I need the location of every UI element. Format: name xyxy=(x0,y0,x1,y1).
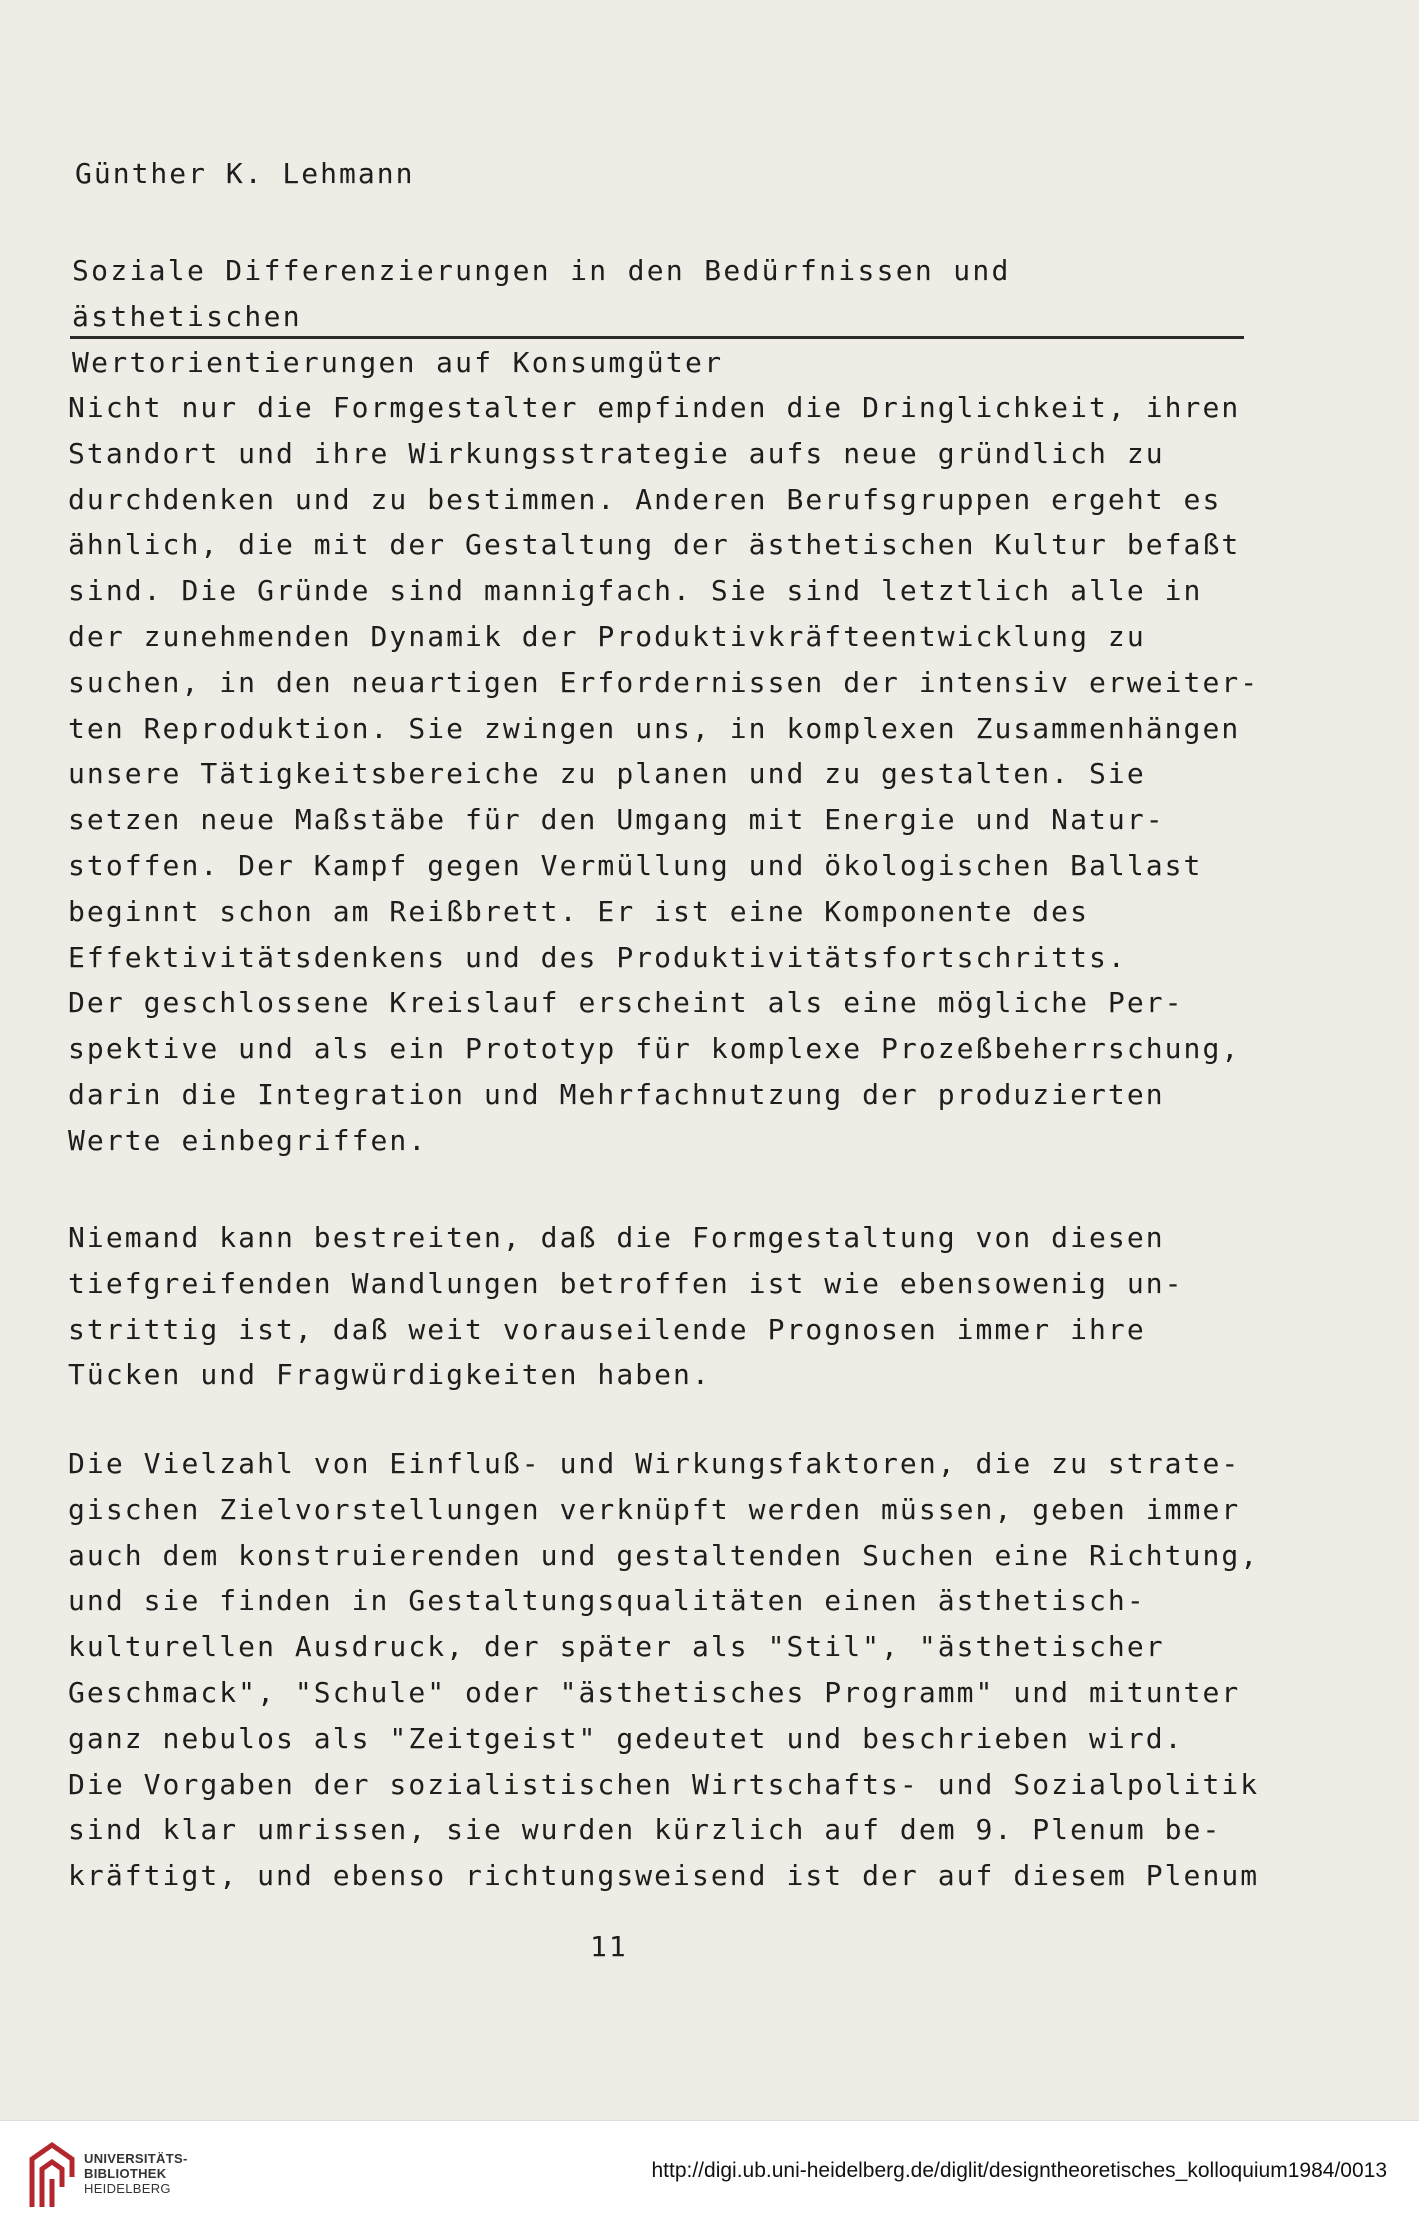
text-line: ganz nebulos als "Zeitgeist" gedeutet und beschrieben wird. xyxy=(68,1721,1184,1755)
text-line: strittig ist, daß weit vorauseilende Prognosen immer ihre xyxy=(68,1312,1146,1346)
title-line: Wertorientierungen auf Konsumgüter xyxy=(72,346,724,379)
text-line: Niemand kann bestreiten, daß die Formgestaltung von diesen xyxy=(68,1221,1165,1254)
text-line: suchen, in den neuartigen Erfordernissen der intensiv erweiter- xyxy=(68,665,1260,699)
text-line: beginnt schon am Reißbrett. Er ist eine Komponente des xyxy=(68,894,1090,928)
text-line: kräftigt, und ebenso richtungsweisend ist der auf diesem Plenum xyxy=(68,1859,1260,1893)
paragraph-1 xyxy=(68,385,1268,1164)
paragraph-3 xyxy=(68,1441,1268,1899)
text-line: ähnlich, die mit der Gestaltung der ästhetischen Kultur befaßt xyxy=(68,528,1241,562)
document-title xyxy=(72,248,1242,386)
library-name-line: HEIDELBERG xyxy=(84,2181,171,2196)
text-line: Geschmack", "Schule" oder "ästhetisches Programm" und mitunter xyxy=(68,1675,1241,1709)
text-line: Werte einbegriffen. xyxy=(68,1123,428,1157)
title-line: Soziale Differenzierungen in den Bedürfnissen und ästhetischen xyxy=(72,254,1011,333)
text-line: durchdenken und zu bestimmen. Anderen Berufsgruppen ergeht es xyxy=(68,482,1222,516)
library-logo-icon xyxy=(22,2137,80,2211)
text-line: setzen neue Maßstäbe für den Umgang mit Energie und Natur- xyxy=(68,803,1165,837)
text-line: auch dem konstruierenden und gestaltenden Suchen eine Richtung, xyxy=(68,1538,1260,1572)
text-line: Die Vielzahl von Einfluß- und Wirkungsfaktoren, die zu strate- xyxy=(68,1447,1241,1480)
text-line: sind klar umrissen, sie wurden kürzlich auf dem 9. Plenum be- xyxy=(68,1813,1222,1847)
library-name xyxy=(84,2151,188,2196)
text-line: gischen Zielvorstellungen verknüpft werden müssen, geben immer xyxy=(68,1492,1241,1526)
page-number: 11 xyxy=(590,1930,628,1963)
text-line: Die Vorgaben der sozialistischen Wirtschafts- und Sozialpolitik xyxy=(68,1767,1260,1801)
title-underline xyxy=(70,336,1244,339)
text-line: Standort und ihre Wirkungsstrategie aufs neue gründlich zu xyxy=(68,436,1165,470)
text-line: kulturellen Ausdruck, der später als "Stil", "ästhetischer xyxy=(68,1630,1165,1664)
text-line: der zunehmenden Dynamik der Produktivkräfteentwicklung zu xyxy=(68,619,1146,653)
document-url-link[interactable]: http://digi.ub.uni-heidelberg.de/diglit/designtheoretisches_kolloquium1984/0013 xyxy=(651,2159,1387,2182)
text-line: spektive und als ein Prototyp für komplexe Prozeßbeherrschung, xyxy=(68,1032,1241,1066)
text-line: Der geschlossene Kreislauf erscheint als eine mögliche Per- xyxy=(68,986,1184,1020)
text-line: Nicht nur die Formgestalter empfinden die Dringlichkeit, ihren xyxy=(68,391,1241,424)
text-line: Tücken und Fragwürdigkeiten haben. xyxy=(68,1358,711,1392)
viewer-footer xyxy=(0,2120,1419,2227)
text-line: ten Reproduktion. Sie zwingen uns, in komplexen Zusammenhängen xyxy=(68,711,1241,745)
text-line: Effektivitätsdenkens und des Produktivitätsfortschritts. xyxy=(68,940,1127,974)
paragraph-2 xyxy=(68,1215,1268,1398)
text-line: darin die Integration und Mehrfachnutzung der produzierten xyxy=(68,1077,1165,1111)
library-name-line: BIBLIOTHEK xyxy=(84,2166,167,2181)
text-line: sind. Die Gründe sind mannigfach. Sie sind letztlich alle in xyxy=(68,574,1203,608)
text-line: stoffen. Der Kampf gegen Vermüllung und ökologischen Ballast xyxy=(68,848,1203,882)
author-name: Günther K. Lehmann xyxy=(75,157,415,190)
library-name-line: UNIVERSITÄTS- xyxy=(84,2151,188,2166)
text-line: unsere Tätigkeitsbereiche zu planen und zu gestalten. Sie xyxy=(68,757,1146,791)
text-line: tiefgreifenden Wandlungen betroffen ist wie ebensowenig un- xyxy=(68,1266,1184,1300)
text-line: und sie finden in Gestaltungsqualitäten einen ästhetisch- xyxy=(68,1584,1146,1618)
